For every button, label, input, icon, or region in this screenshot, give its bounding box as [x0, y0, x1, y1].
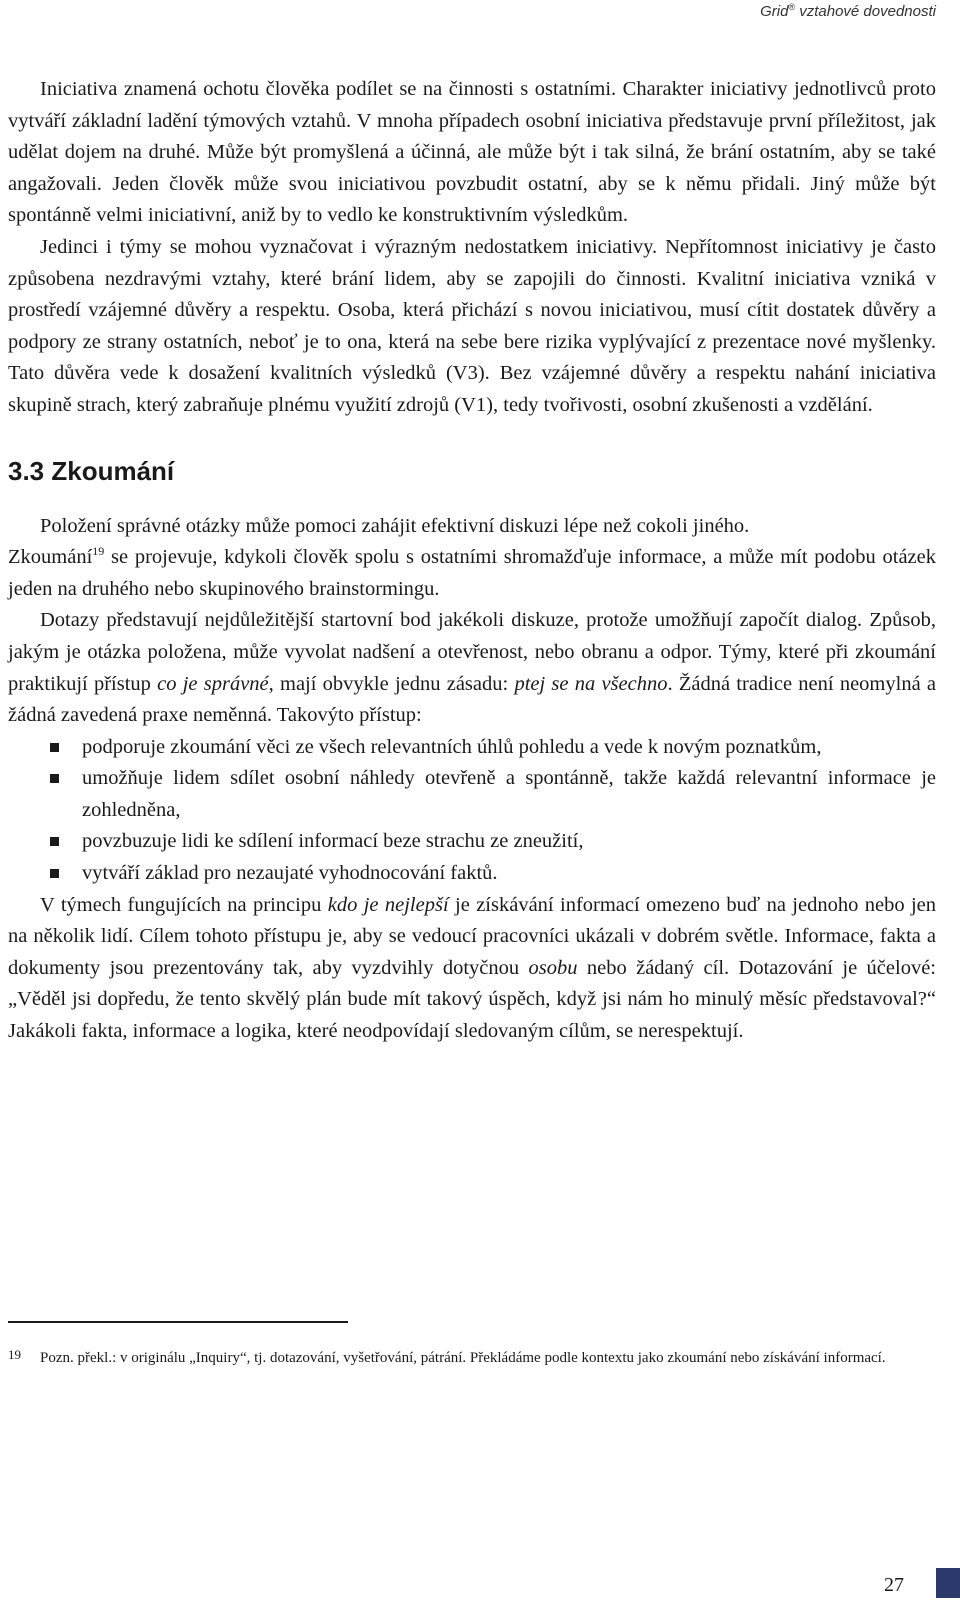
page-number: 27	[884, 1574, 904, 1596]
paragraph	[8, 605, 936, 731]
paragraph-text: . Žádná tradice není neomylná a žádná zavedená praxe neměnná. Takovýto přístup:	[8, 672, 936, 727]
square-bullet-icon	[50, 837, 59, 846]
bullet-list	[8, 732, 936, 890]
running-header	[760, 2, 936, 20]
list-item-text: umožňuje lidem sdílet osobní náhledy otevřeně a spontánně, takže každá relevantní informace je zohledněna,	[82, 767, 936, 821]
paragraph: Položení správné otázky může pomoci zahájit efektivní diskuzi lépe než cokoli jiného.	[40, 514, 750, 537]
list-item-text: podporuje zkoumání věci ze všech relevantních úhlů pohledu a vede k novým poznatkům,	[82, 735, 822, 758]
paragraph-text: , mají obvykle jednu zásadu:	[268, 672, 515, 695]
list-item	[8, 858, 936, 890]
paragraph: Jedinci i týmy se mohou vyznačovat i výrazným nedostatkem iniciativy. Nepřítomnost iniciativy je často způsobena nezdravými vztahy, které brání lidem, aby se zapojili do činnosti. Kvalitní iniciativa vzniká v prostředí vzájemné důvěry a respektu. Osoba, která přichází s novou iniciativou, musí cítit dostatek důvěry a podpory ze strany ostatních, neboť je to ona, která na sebe bere rizika vyplývající z prezentace nové myšlenky. Tato důvěra vede k dosažení kvalitních výsledků (V3). Bez vzájemné důvěry a respektu nahání iniciativa skupině strach, který zabraňuje plnému využití zdrojů (V1), tedy tvořivosti, osobní zkušenosti a vzdělání.	[8, 235, 936, 416]
footnote-text: Pozn. překl.: v originálu „Inquiry“, tj. dotazování, vyšetřování, pátrání. Překládáme podle kontextu jako zkoumání nebo získávání informací.	[40, 1350, 886, 1366]
footnote	[8, 1347, 936, 1370]
page-edge-marker	[936, 1568, 960, 1598]
paragraph-text: je získávání informací omezeno buď na jednoho nebo jen na několik lidí. Cílem tohoto přístupu je, aby se vedoucí pracovníci ukázali v dobrém světle. Informace, fakta a dokumenty jsou prezentovány tak, aby vyzdvihly dotyčnou	[8, 893, 936, 979]
paragraph: Iniciativa znamená ochotu člověka podílet se na činnosti s ostatními. Charakter iniciativy jednotlivců proto vytváří základní ladění týmových vztahů. V mnoha případech osobní iniciativa představuje první příležitost, jak udělat dojem na druhé. Může být promyšlená a účinná, ale může být i tak silná, že brání ostatním, aby se také angažovali. Jeden člověk může svou iniciativou povzbudit ostatní, aby se k němu přidali. Jiný může být spontánně velmi iniciativní, aniž by to vedlo ke konstruktivním výsledkům.	[8, 78, 936, 227]
paragraph-text: nebo žádaný cíl. Dotazování je účelové: „Věděl jsi dopředu, že tento skvělý plán bude mít takový úspěch, když jsi nám ho minulý měsíc představoval?“ Jakákoli fakta, informace a logika, které neodpovídají sledovaným cílům, se nerespektují.	[8, 956, 936, 1043]
footnote-reference[interactable]: 19	[92, 544, 105, 559]
square-bullet-icon	[50, 743, 59, 752]
body-text	[8, 74, 936, 1048]
list-item	[8, 763, 936, 826]
term: Zkoumání	[8, 546, 93, 569]
paragraph	[8, 890, 936, 1048]
running-header-title: Grid	[760, 3, 789, 20]
list-item-text: vytváří základ pro nezaujaté vyhodnocování faktů.	[82, 862, 498, 885]
paragraph-text: V týmech fungujících na principu	[40, 893, 328, 916]
footnote-divider	[8, 1321, 348, 1323]
footnote-number: 19	[8, 1347, 21, 1362]
emphasis: ptej se na všechno	[514, 672, 668, 695]
section-heading: 3.3 Zkoumání	[8, 455, 175, 486]
registered-mark: ®	[788, 2, 796, 12]
list-item	[8, 732, 936, 764]
running-header-subtitle: vztahové dovednosti	[795, 3, 936, 20]
emphasis: co je správné	[157, 672, 269, 695]
square-bullet-icon	[50, 774, 59, 783]
paragraph-text: Dotazy představují nejdůležitější startovní bod jakékoli diskuze, protože umožňují započít dialog. Způsob, jakým je otázka položena, může vyvolat nadšení a otevřenost, nebo obranu a odpor. Týmy, které při zkoumání praktikují přístup	[8, 609, 936, 695]
square-bullet-icon	[50, 869, 59, 878]
paragraph	[8, 542, 936, 605]
paragraph-text: se projevuje, kdykoli člověk spolu s ostatními shromažďuje informace, a může mít podobu otázek jeden na druhého nebo skupinového brainstormingu.	[8, 546, 936, 600]
list-item	[8, 826, 936, 858]
emphasis: kdo je nejlepší	[327, 893, 449, 916]
list-item-text: povzbuzuje lidi ke sdílení informací beze strachu ze zneužití,	[82, 830, 584, 853]
emphasis: osobu	[528, 956, 578, 979]
